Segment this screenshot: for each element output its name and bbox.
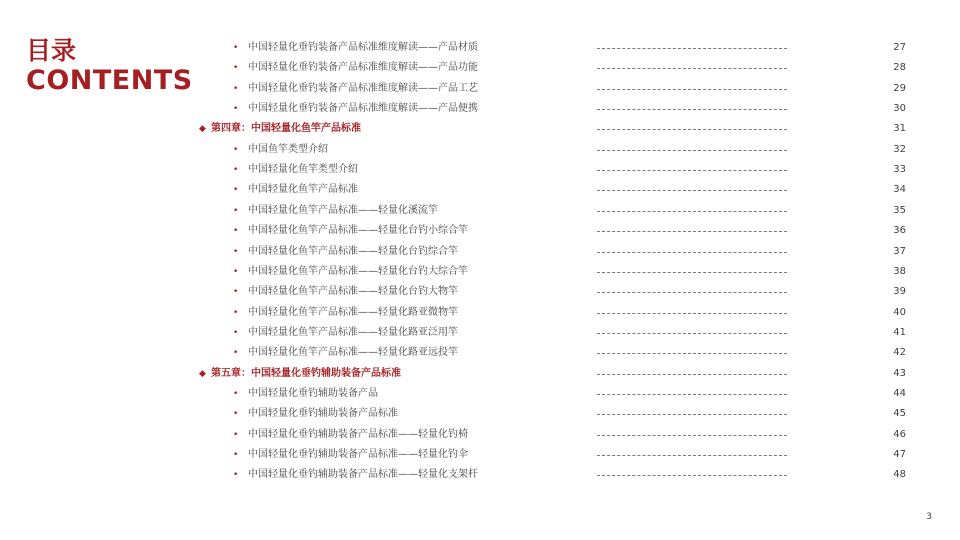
toc-entry-row[interactable] — [0, 242, 960, 262]
toc-page-number: 48 — [893, 469, 906, 481]
toc-page-number: 39 — [893, 286, 906, 298]
toc-entry-label: 中国轻量化鱼竿产品标准——轻量化路亚泛用竿 — [248, 326, 458, 338]
dot-bullet-icon: • — [233, 63, 239, 74]
toc-entry-label: 中国轻量化鱼竿产品标准——轻量化台钓小综合竿 — [248, 225, 468, 237]
toc-page-number: 31 — [893, 123, 906, 135]
toc-entry-label: 第五章：中国轻量化垂钓辅助装备产品标准 — [211, 367, 401, 379]
dot-bullet-icon: • — [233, 348, 239, 359]
toc-entry-row[interactable] — [0, 343, 960, 363]
dot-bullet-icon: • — [233, 450, 239, 460]
toc-entry-label: 中国轻量化垂钓装备产品标准维度解读——产品工艺 — [248, 82, 478, 94]
toc-entry-label: 中国轻量化鱼竿类型介绍 — [248, 164, 358, 176]
toc-page-number: 47 — [893, 449, 906, 460]
dotted-leader — [597, 394, 787, 395]
heading-english: CONTENTS — [26, 65, 193, 96]
dotted-leader — [597, 129, 787, 130]
toc-entry-row[interactable] — [0, 465, 960, 485]
dot-bullet-icon: • — [233, 185, 239, 196]
dot-bullet-icon: • — [233, 104, 239, 115]
toc-entry-row[interactable] — [0, 384, 960, 404]
toc-entry-label: 中国轻量化垂钓辅助装备产品标准——轻量化钓伞 — [248, 449, 468, 460]
dotted-leader — [597, 272, 787, 273]
toc-page-number: 36 — [893, 225, 906, 237]
slide-number: 3 — [926, 512, 932, 522]
toc-entry-row[interactable] — [0, 425, 960, 445]
toc-entry-row[interactable] — [0, 221, 960, 241]
dotted-leader — [597, 48, 787, 49]
toc-entry-label: 中国轻量化鱼竿产品标准——轻量化台钓综合竿 — [248, 245, 458, 257]
toc-entry-label: 中国轻量化鱼竿产品标准——轻量化路亚远投竿 — [248, 347, 458, 359]
dot-bullet-icon: • — [233, 470, 239, 481]
dot-bullet-icon: • — [233, 388, 239, 399]
toc-entry-row[interactable] — [0, 79, 960, 99]
dotted-leader — [597, 89, 787, 90]
dot-bullet-icon: • — [233, 429, 239, 440]
toc-entry-row[interactable] — [0, 58, 960, 78]
toc-entry-row[interactable] — [0, 282, 960, 302]
dotted-leader — [597, 333, 787, 334]
dotted-leader — [597, 292, 787, 293]
toc-entry-label: 中国轻量化鱼竿产品标准——轻量化路亚微物竿 — [248, 306, 458, 318]
toc-entry-row[interactable] — [0, 99, 960, 119]
toc-page-number: 46 — [893, 428, 906, 440]
dotted-leader — [597, 435, 787, 436]
toc-page-number: 28 — [893, 62, 906, 74]
dotted-leader — [597, 211, 787, 212]
toc-entry-row[interactable] — [0, 160, 960, 180]
toc-page-number: 45 — [893, 408, 906, 420]
diamond-bullet-icon: ◆ — [199, 368, 206, 379]
dot-bullet-icon: • — [233, 246, 239, 257]
dotted-leader — [597, 231, 787, 232]
toc-page-number: 34 — [893, 184, 906, 196]
toc-entry-row[interactable] — [0, 303, 960, 323]
toc-entry-label: 中国轻量化垂钓辅助装备产品标准——轻量化支架杆 — [248, 469, 478, 481]
toc-page-number: 27 — [893, 42, 906, 53]
toc-chapter-row[interactable] — [0, 364, 960, 384]
dot-bullet-icon: • — [233, 226, 239, 237]
toc-entry-label: 中国轻量化垂钓装备产品标准维度解读——产品便携 — [248, 103, 478, 115]
diamond-bullet-icon: ◆ — [199, 124, 206, 135]
dotted-leader — [597, 353, 787, 354]
toc-entry-label: 第四章：中国轻量化鱼竿产品标准 — [211, 123, 361, 135]
dotted-leader — [597, 414, 787, 415]
toc-page-number: 43 — [893, 367, 906, 379]
dot-bullet-icon: • — [233, 409, 239, 420]
toc-chapter-row[interactable] — [0, 119, 960, 139]
toc-page-number: 44 — [893, 387, 906, 399]
dotted-leader — [597, 313, 787, 314]
dot-bullet-icon: • — [233, 83, 239, 94]
toc-page-number: 33 — [893, 164, 906, 176]
dot-bullet-icon: • — [233, 287, 239, 298]
dotted-leader — [597, 252, 787, 253]
toc-entry-label: 中国轻量化鱼竿产品标准——轻量化溪流竿 — [248, 204, 438, 216]
toc-entry-row[interactable] — [0, 323, 960, 343]
dot-bullet-icon: • — [233, 165, 239, 176]
dotted-leader — [597, 190, 787, 191]
toc-page-number: 40 — [893, 306, 906, 318]
toc-entry-label: 中国轻量化鱼竿产品标准——轻量化台钓大综合竿 — [248, 265, 468, 277]
toc-entry-row[interactable] — [0, 404, 960, 424]
toc-entry-row[interactable] — [0, 445, 960, 465]
toc-entry-row[interactable] — [0, 140, 960, 160]
dotted-leader — [597, 150, 787, 151]
toc-entry-label: 中国轻量化垂钓辅助装备产品标准 — [248, 408, 398, 420]
toc-page-number: 32 — [893, 143, 906, 155]
dot-bullet-icon: • — [233, 43, 239, 53]
toc-page-number: 30 — [893, 103, 906, 115]
toc-page-number: 37 — [893, 245, 906, 257]
dotted-leader — [597, 475, 787, 476]
dot-bullet-icon: • — [233, 266, 239, 277]
dot-bullet-icon: • — [233, 205, 239, 216]
toc-entry-label: 中国轻量化鱼竿产品标准 — [248, 184, 358, 196]
dot-bullet-icon: • — [233, 144, 239, 155]
dotted-leader — [597, 374, 787, 375]
heading-chinese: 目录 — [26, 36, 77, 65]
toc-entry-row[interactable] — [0, 262, 960, 282]
toc-entry-row[interactable] — [0, 201, 960, 221]
dotted-leader — [597, 170, 787, 171]
dot-bullet-icon: • — [233, 327, 239, 338]
toc-entry-label: 中国鱼竿类型介绍 — [248, 143, 328, 155]
toc-entry-label: 中国轻量化垂钓装备产品标准维度解读——产品材质 — [248, 42, 478, 53]
dotted-leader — [597, 68, 787, 69]
dotted-leader — [597, 455, 787, 456]
toc-page-number: 35 — [893, 204, 906, 216]
toc-page-number: 41 — [893, 326, 906, 338]
toc-page-number: 38 — [893, 265, 906, 277]
toc-entry-label: 中国轻量化垂钓辅助装备产品标准——轻量化钓椅 — [248, 428, 468, 440]
toc-entry-row[interactable] — [0, 38, 960, 58]
toc-page-number: 29 — [893, 82, 906, 94]
toc-entry-row[interactable] — [0, 180, 960, 200]
toc-entry-label: 中国轻量化垂钓装备产品标准维度解读——产品功能 — [248, 62, 478, 74]
dot-bullet-icon: • — [233, 307, 239, 318]
toc-entry-label: 中国轻量化垂钓辅助装备产品 — [248, 387, 378, 399]
dotted-leader — [597, 109, 787, 110]
toc-entry-label: 中国轻量化鱼竿产品标准——轻量化台钓大物竿 — [248, 286, 458, 298]
toc-page-number: 42 — [893, 347, 906, 359]
